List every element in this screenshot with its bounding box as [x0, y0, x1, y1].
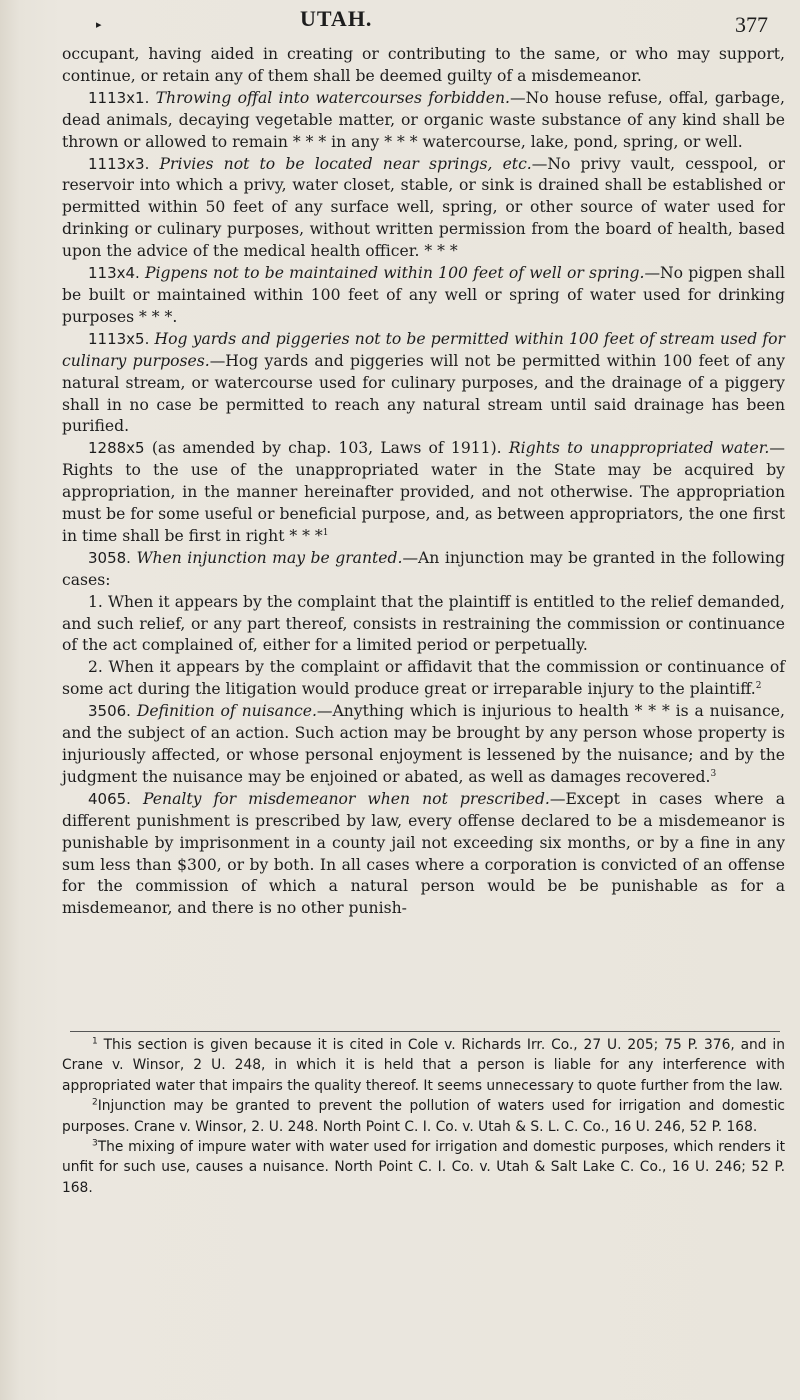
section-number: 113x4. [88, 264, 140, 283]
section-1113x1 [62, 88, 785, 154]
section-heading: When injunction may be granted. [136, 548, 403, 567]
case-item-1: 1. When it appears by the complaint that the plaintiff is entitled to the relief demanded, and such relief, or any part thereof, consists in restraining the commission or continuance of the act complained of, either for a limited period or perpetually. [62, 592, 785, 655]
section-number: 1113x5. [88, 329, 150, 348]
footnote-mark: 2 [92, 1097, 98, 1108]
footnote-divider [70, 1031, 780, 1032]
section-body: —Except in cases where a different punishment is prescribed by law, every offense declared to be a misdemeanor is punishable by imprisonment in a county jail not exceeding six months, or by a fine in any sum less than $300, or by both. In all cases where a corporation is convicted of an offense for the commission of which a natural person would be be punishable as for a misdemeanor, and there is no other punish- [62, 789, 785, 918]
footnote-ref: 3 [710, 768, 717, 779]
section-heading: Pigpens not to be maintained within 100 feet of well or spring. [145, 264, 645, 283]
section-body: —Rights to the use of the unappropriated water in the State may be acquired by appropriation, in the manner hereinafter provided, and not otherwise. The appropriation must be for some useful or beneficial purpose, and, as between appropriators, the one first in time shall be first in right * * * [62, 439, 785, 545]
section-number: 1113x1. [88, 88, 150, 107]
footnote-text: Injunction may be granted to prevent the pollution of waters used for irrigation and domestic purposes. Crane v. Winsor, 2. U. 248. North Point C. I. Co. v. Utah & S. L. C. Co., 16 U. 246, 52 P. 168. [62, 1098, 785, 1135]
footnote-ref: 2 [755, 681, 762, 692]
footnote-text: This section is given because it is cited in Cole v. Richards Irr. Co., 27 U. 205; 75 P. 376, and in Crane v. Winsor, 2 U. 248, in which it is held that a person is liable for any interference with appropriated water that impairs the quality thereof. It seems unnecessary to quote further from the law. [62, 1037, 785, 1094]
section-1288x5 [62, 438, 785, 548]
paragraph-continued: occupant, having aided in creating or contributing to the same, or who may support, continue, or retain any of them shall be deemed guilty of a misdemeanor. [62, 45, 785, 85]
section-amendment: (as amended by chap. 103, Laws of 1911). [144, 439, 509, 458]
footnote-text: The mixing of impure water with water used for irrigation and domestic purposes, which renders it unfit for such use, causes a nuisance. North Point C. I. Co. v. Utah & Salt Lake C. Co., 16 U. 246; 52 P. 168. [62, 1139, 785, 1196]
footnote-ref: 1 [322, 527, 329, 538]
section-heading: Penalty for misdemeanor when not prescribed. [143, 789, 550, 808]
section-number: 1113x3. [88, 154, 150, 173]
section-1113x5 [62, 329, 785, 439]
section-heading: Definition of nuisance. [136, 702, 317, 721]
section-3058 [62, 548, 785, 592]
footnote-2 [62, 1096, 785, 1137]
section-number: 4065. [88, 789, 131, 808]
case-item-2 [62, 657, 785, 701]
statute-text [62, 44, 785, 920]
section-number: 3058. [88, 548, 131, 567]
section-number: 3506. [88, 702, 131, 721]
section-body: —No privy vault, cesspool, or reservoir into which a privy, water closet, stable, or sink is drained shall be established or permitted within 50 feet of any surface well, spring, or other source of water used for drinking or culinary purposes, without written permission from the board of health, based upon the advice of the medical health officer. * * * [62, 154, 785, 261]
section-heading: Privies not to be located near springs, etc. [159, 154, 532, 173]
section-4065 [62, 789, 785, 920]
case-item-text: 2. When it appears by the complaint or affidavit that the commission or continuance of some act during the litigation would produce great or irreparable injury to the plaintiff. [62, 658, 785, 699]
page-number: 377 [735, 12, 768, 37]
footnote-mark: 1 [92, 1036, 98, 1047]
section-number: 1288x5 [88, 439, 145, 458]
footnotes [62, 1035, 785, 1198]
section-heading: Rights to unappropriated water. [508, 439, 770, 458]
section-body: —No house refuse, offal, garbage, dead animals, decaying vegetable matter, or organic waste substance of any kind shall be thrown or allowed to remain * * * in any * * * watercourse, lake, pond, spring, or well. [62, 88, 785, 151]
section-113x4 [62, 263, 785, 329]
section-heading: Hog yards and piggeries not to be permitted within 100 feet of stream used for culinary purposes. [62, 329, 785, 370]
section-body: —Anything which is injurious to health * * * is a nuisance, and the subject of an action. Such action may be brought by any person whose property is injuriously affected, or whose personal enjoyment is lessened by the nuisance; and by the judgment the nuisance may be enjoined or abated, as well as damages recovered. [62, 702, 785, 786]
footnote-3 [62, 1137, 785, 1198]
section-body: —No pigpen shall be built or maintained within 100 feet of any well or spring of water used for drinking purposes * * *. [62, 264, 786, 326]
section-3506 [62, 701, 785, 789]
page-header [0, 2, 800, 46]
margin-mark: ▸ [96, 18, 102, 31]
footnote-mark: 3 [92, 1138, 98, 1149]
running-head: UTAH. [300, 6, 373, 31]
section-body: —Hog yards and piggeries will not be permitted within 100 feet of any natural stream, or watercourse used for culinary purposes, and the drainage of a piggery shall in no case be permitted to reach any natural stream until said drainage has been purified. [62, 351, 785, 436]
footnote-1 [62, 1035, 785, 1096]
section-heading: Throwing offal into watercourses forbidden. [155, 88, 511, 107]
section-1113x3 [62, 154, 785, 264]
section-body: —An injunction may be granted in the following cases: [62, 548, 785, 589]
